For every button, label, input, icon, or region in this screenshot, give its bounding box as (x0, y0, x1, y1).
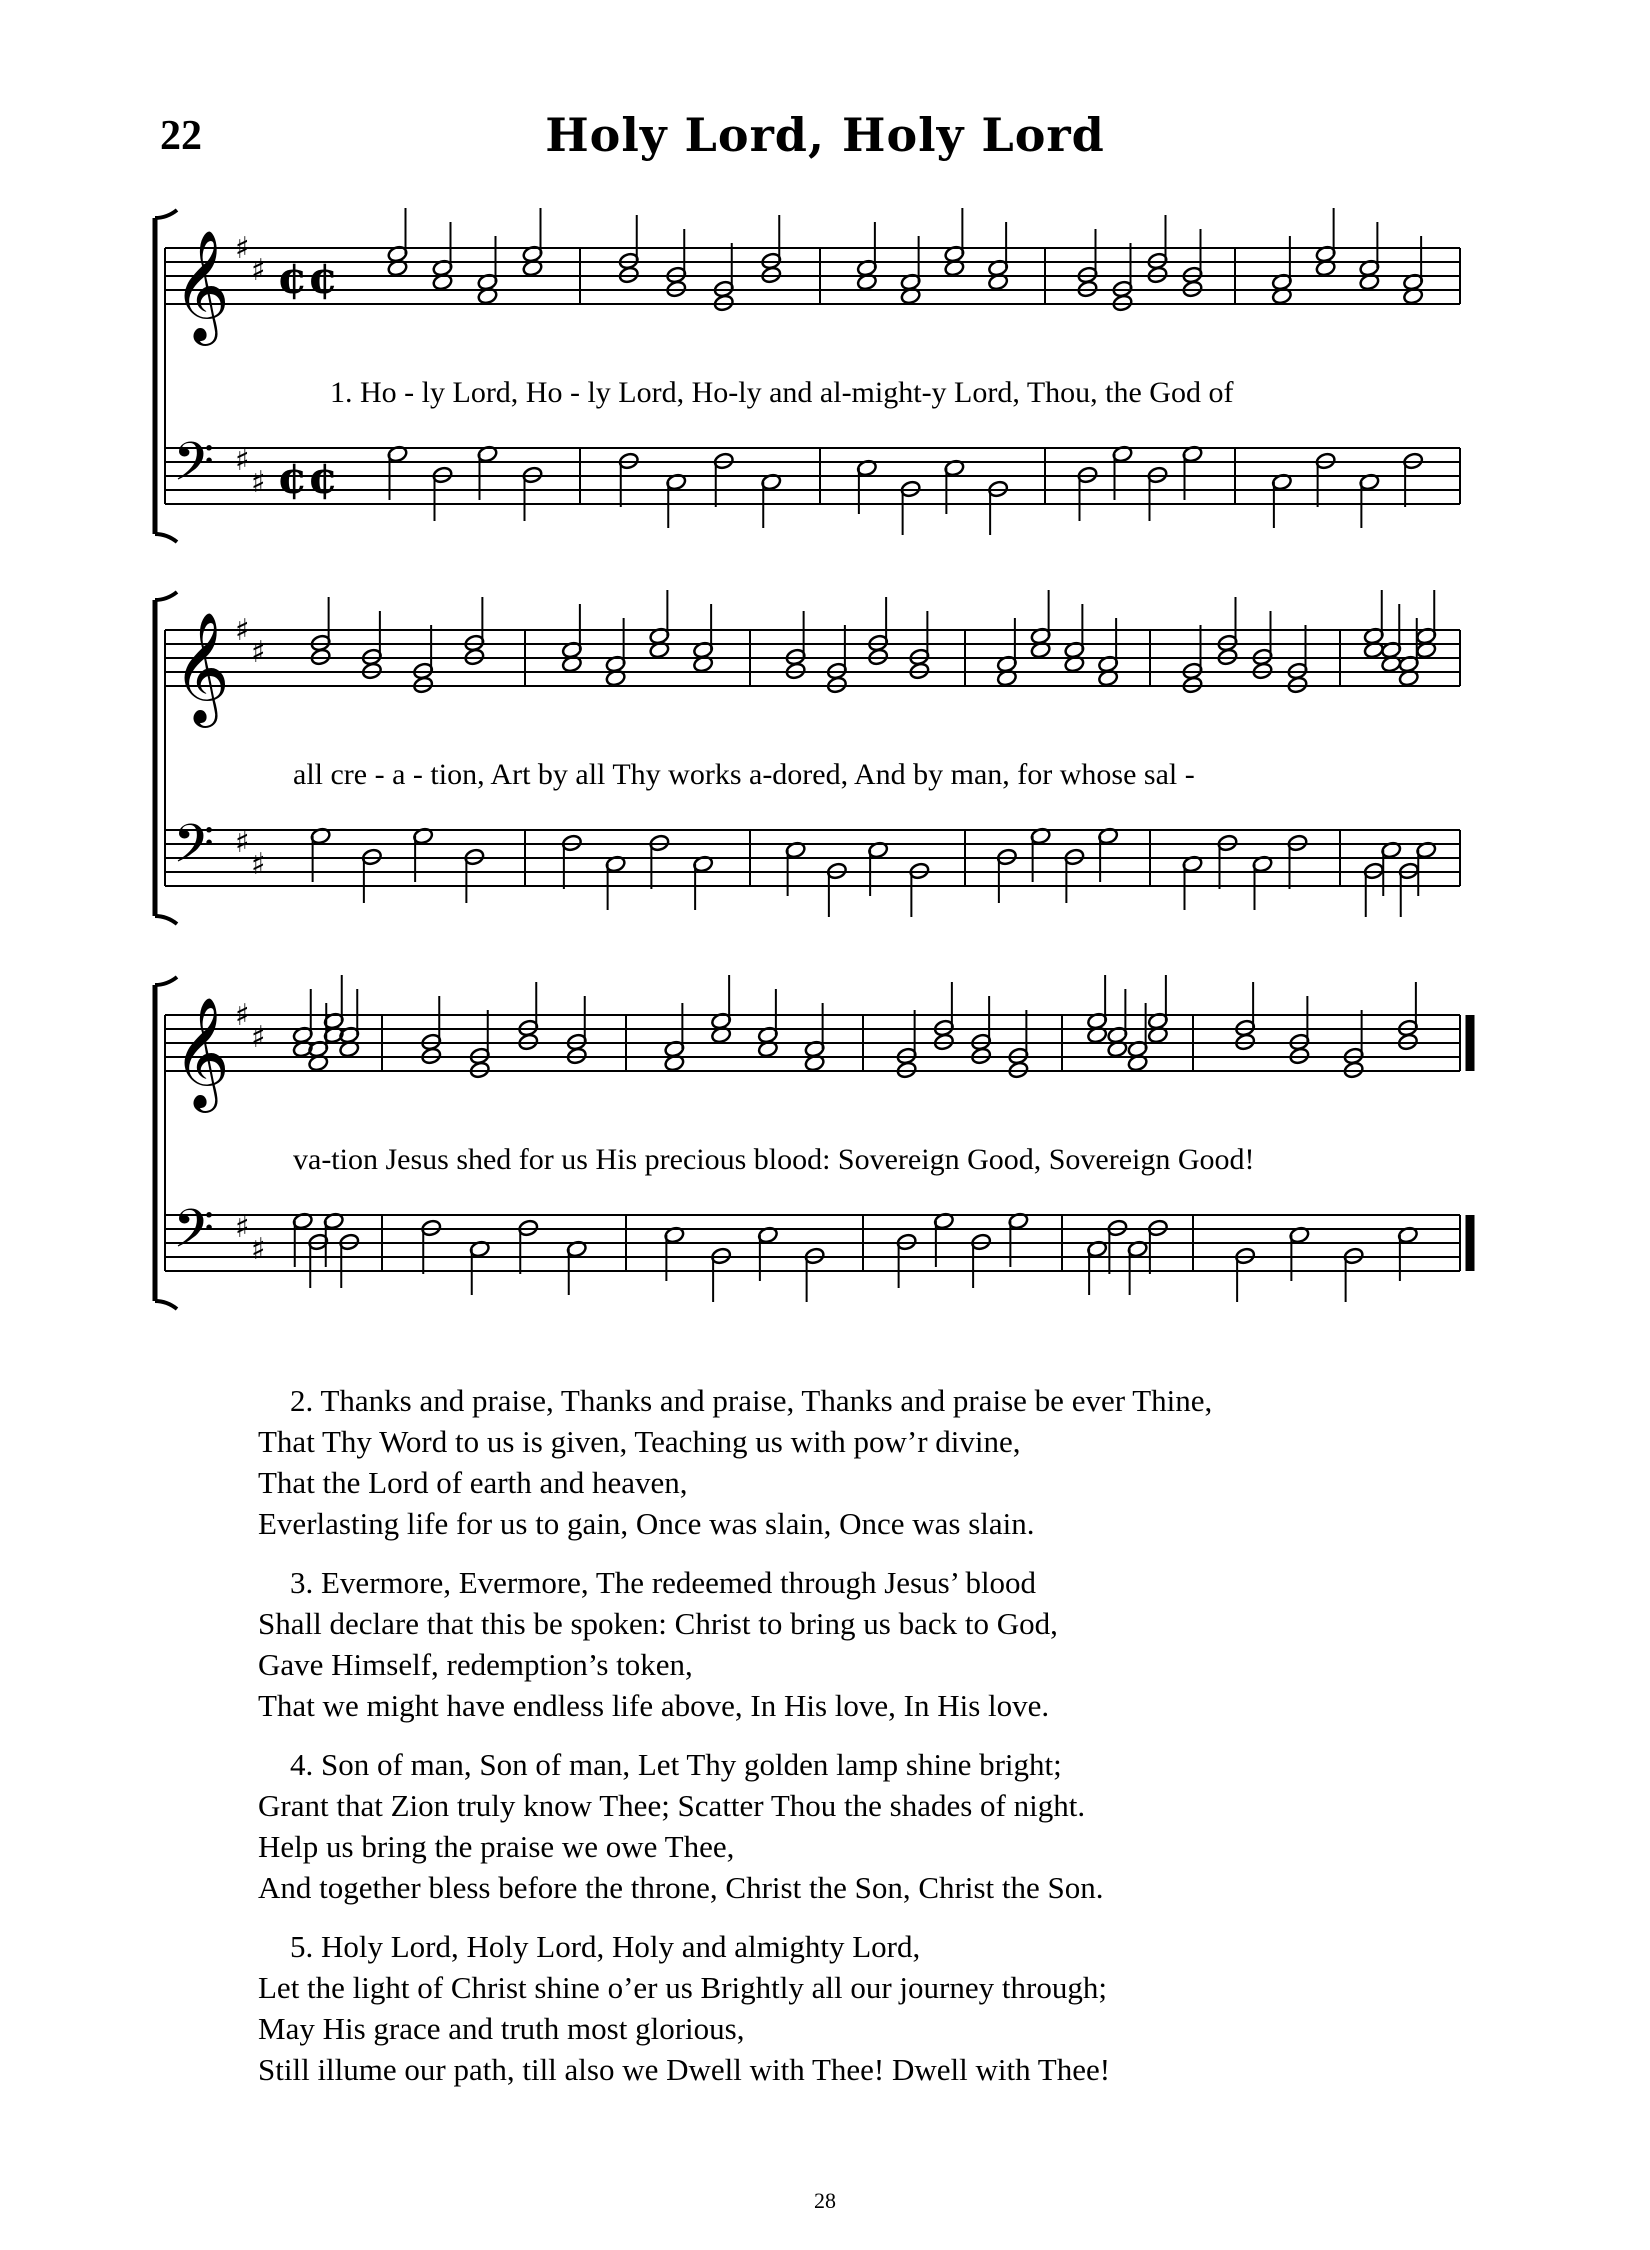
verse-line: Help us bring the praise we owe Thee, (258, 1829, 735, 1864)
bass-clef-icon: 𝄢 (173, 814, 215, 888)
key-signature-icon: ♯ (235, 613, 250, 648)
verse-line: 3. Evermore, Evermore, The redeemed through Jesus’ blood (290, 1565, 1037, 1600)
key-signature-icon: ♯ (235, 231, 250, 266)
key-signature-icon: ♯ (251, 1020, 266, 1055)
verse-line: Let the light of Christ shine o’er us Brightly all our journey through; (258, 1970, 1107, 2005)
verse-line: That the Lord of earth and heaven, (258, 1465, 688, 1500)
key-signature-icon: ♯ (235, 443, 250, 478)
verse-line: Shall declare that this be spoken: Christ to bring us back to God, (258, 1606, 1058, 1641)
verse-line: May His grace and truth most glorious, (258, 2011, 745, 2046)
lyrics-system-2: all cre - a - tion, Art by all Thy works a-dored, And by man, for whose sal - (293, 758, 1195, 791)
key-signature-icon: ♯ (235, 1210, 250, 1245)
verse-line: Grant that Zion truly know Thee; Scatter Thou the shades of night. (258, 1788, 1086, 1823)
verse-line: 4. Son of man, Son of man, Let Thy golden lamp shine bright; (290, 1747, 1062, 1782)
treble-clef-icon: 𝄞 (173, 611, 230, 723)
bass-clef-icon: 𝄢 (173, 1199, 215, 1273)
key-signature-icon: ♯ (251, 253, 266, 288)
lyrics-system-3: va-tion Jesus shed for us His precious blood: Sovereign Good, Sovereign Good! (293, 1143, 1255, 1176)
page-number: 28 (814, 2188, 836, 2213)
key-signature-icon: ♯ (251, 847, 266, 882)
system-bracket (155, 977, 177, 985)
key-signature-icon: ♯ (251, 465, 266, 500)
hymn-number: 22 (160, 113, 202, 159)
verse-line: 2. Thanks and praise, Thanks and praise, Thanks and praise be ever Thine, (290, 1383, 1213, 1418)
verse-line: That Thy Word to us is given, Teaching us with pow’r divine, (258, 1424, 1021, 1459)
time-signature-icon: ¢¢ (277, 452, 339, 504)
treble-clef-icon: 𝄞 (173, 996, 230, 1108)
verse-line: Still illume our path, till also we Dwell with Thee! Dwell with Thee! (258, 2052, 1111, 2087)
verses (258, 1380, 1558, 2108)
bass-clef-icon: 𝄢 (173, 432, 215, 506)
verse-line: That we might have endless life above, In His love, In His love. (258, 1688, 1050, 1723)
verse-4 (258, 1744, 1558, 1908)
key-signature-icon: ♯ (251, 635, 266, 670)
key-signature-icon: ♯ (235, 998, 250, 1033)
key-signature-icon: ♯ (251, 1232, 266, 1267)
key-signature-icon: ♯ (235, 825, 250, 860)
verse-5 (258, 1926, 1558, 2090)
verse-line: And together bless before the throne, Christ the Son, Christ the Son. (258, 1870, 1104, 1905)
verse-line: 5. Holy Lord, Holy Lord, Holy and almighty Lord, (290, 1929, 921, 1964)
hymn-title: Holy Lord, Holy Lord (545, 108, 1105, 162)
verse-line: Gave Himself, redemption’s token, (258, 1647, 693, 1682)
lyrics-system-1: 1. Ho - ly Lord, Ho - ly Lord, Ho-ly and al-might-y Lord, Thou, the God of (330, 376, 1234, 409)
system-bracket (155, 916, 177, 924)
verse-3 (258, 1562, 1558, 1726)
treble-clef-icon: 𝄞 (173, 229, 230, 341)
system-bracket (155, 592, 177, 600)
time-signature-icon: ¢¢ (277, 252, 339, 304)
system-bracket (155, 1301, 177, 1309)
system-bracket (155, 210, 177, 218)
verse-line: Everlasting life for us to gain, Once was slain, Once was slain. (258, 1506, 1035, 1541)
system-bracket (155, 534, 177, 542)
verse-2 (258, 1380, 1558, 1544)
